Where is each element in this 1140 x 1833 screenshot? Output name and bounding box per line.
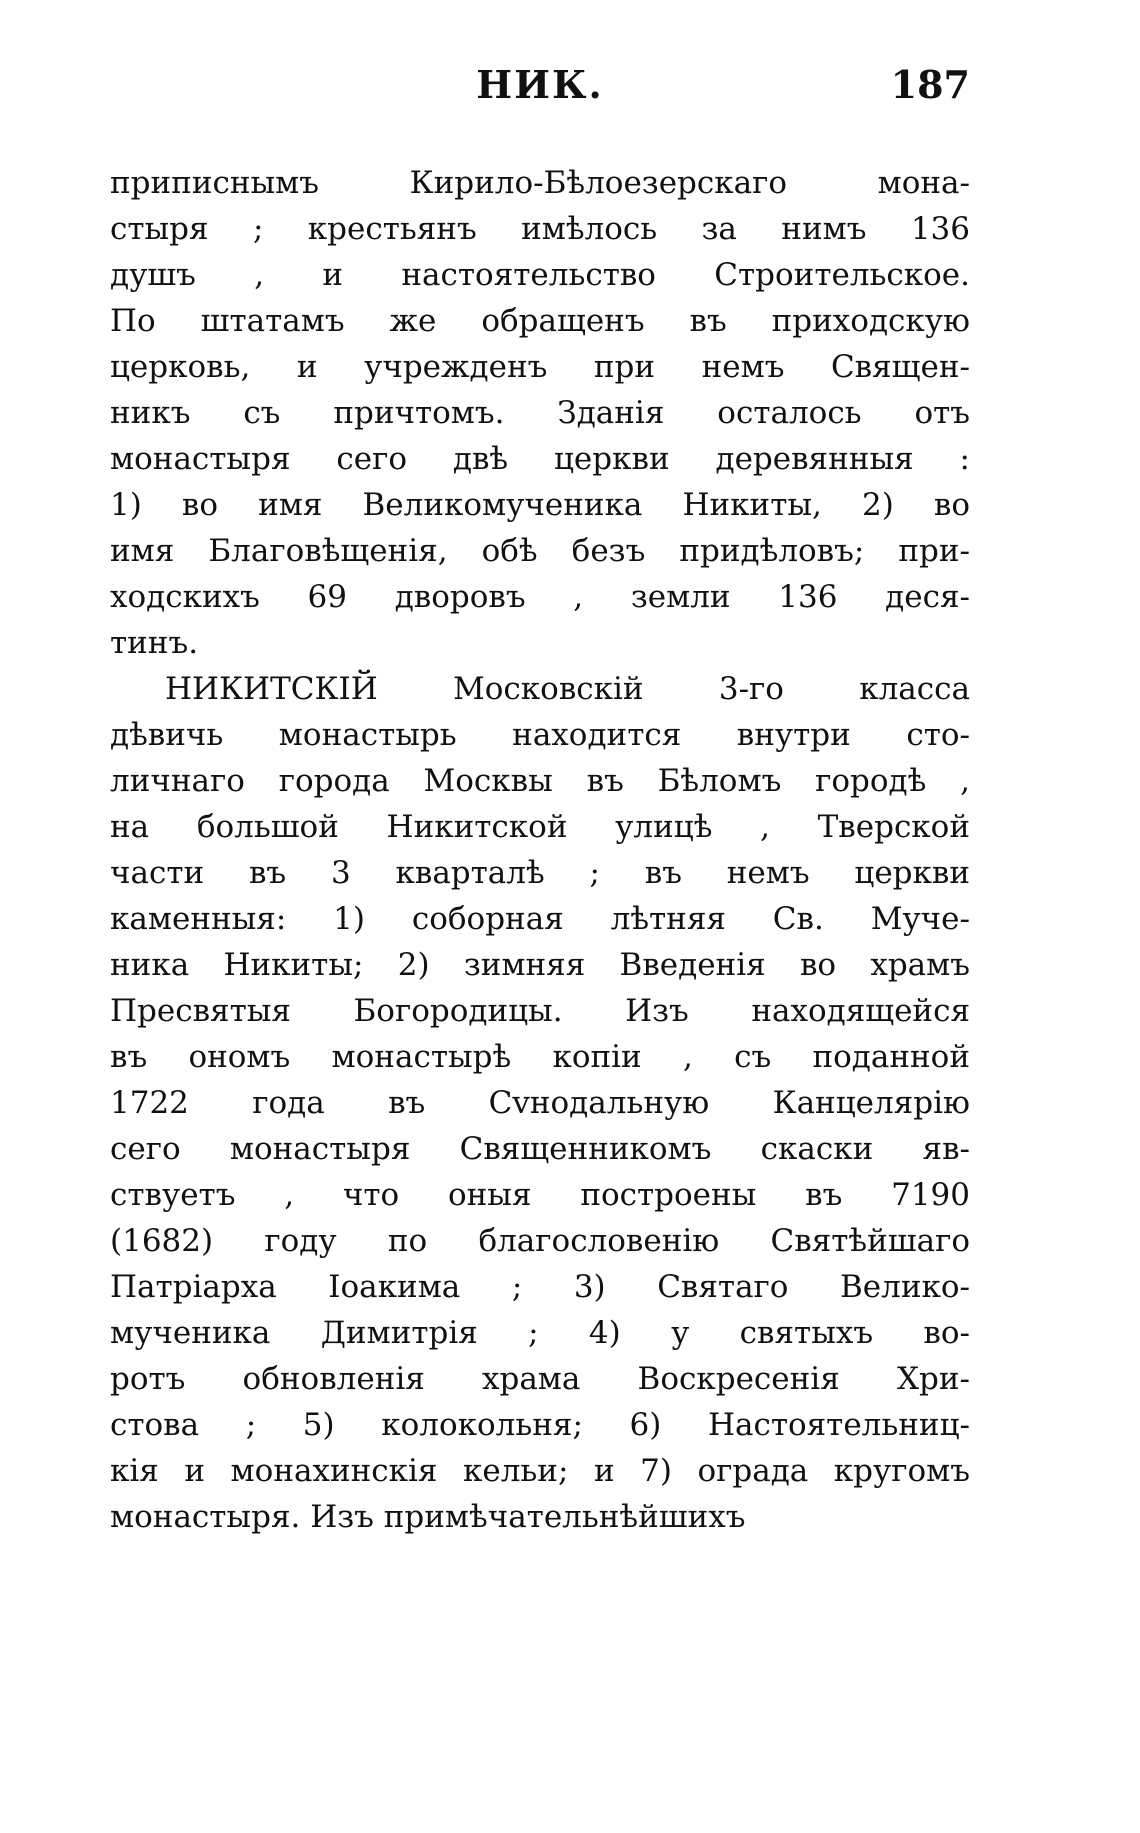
text-line: дѣвичь монастырь находится внутри сто- — [110, 717, 970, 753]
text-line: каменныя: 1) соборная лѣтняя Св. Муче- — [110, 901, 970, 937]
text-line: (1682) году по благословенію Святѣйшаго — [110, 1223, 970, 1259]
text-line: монастыря. Изъ примѣчательнѣйшихъ — [110, 1499, 746, 1535]
text-line: имя Благовѣщенія, обѣ безъ придѣловъ; при- — [110, 533, 970, 569]
text-line: церковь, и учрежденъ при немъ Священ- — [110, 349, 970, 385]
text-line: части въ 3 кварталѣ ; въ немъ церкви — [110, 855, 970, 891]
text-line: 1) во имя Великомученика Никиты, 2) во — [110, 487, 970, 523]
entry-headword-line: НИКИТСКІЙ Московскій 3-го класса — [165, 671, 970, 707]
text-line: душъ , и настоятельство Строительское. — [110, 257, 970, 293]
text-line: 1722 года въ Сvнодальную Канцелярію — [110, 1085, 970, 1121]
text-line: на большой Никитской улицѣ , Тверской — [110, 809, 970, 845]
text-line: стыря ; крестьянъ имѣлось за нимъ 136 — [110, 211, 970, 247]
text-line: Патріарха Іоакима ; 3) Святаго Велико- — [110, 1269, 970, 1305]
text-line: никъ съ причтомъ. Зданія осталось отъ — [110, 395, 970, 431]
text-line: сего монастыря Священникомъ скаски яв- — [110, 1131, 970, 1167]
text-line: мученика Димитрія ; 4) у святыхъ во- — [110, 1315, 970, 1351]
text-line: въ ономъ монастырѣ копіи , съ поданной — [110, 1039, 970, 1075]
text-line: Пресвятыя Богородицы. Изъ находящейся — [110, 993, 970, 1029]
text-line: ротъ обновленія храма Воскресенія Хри- — [110, 1361, 970, 1397]
text-line: тинъ. — [110, 625, 199, 661]
text-line: ствуетъ , что оныя построены въ 7190 — [110, 1177, 970, 1213]
page-header — [110, 62, 970, 122]
text-line: По штатамъ же обращенъ въ приходскую — [110, 303, 970, 339]
text-line: ника Никиты; 2) зимняя Введенія во храмъ — [110, 947, 970, 983]
text-line: приписнымъ Кирило-Бѣлоезерскаго мона- — [110, 165, 970, 201]
text-line: кія и монахинскія кельи; и 7) ограда кругомъ — [110, 1453, 970, 1489]
text-line: стова ; 5) колокольня; 6) Настоятельниц- — [110, 1407, 970, 1443]
text-line: монастыря сего двѣ церкви деревянныя : — [110, 441, 970, 477]
body-text — [110, 160, 970, 1540]
running-head: НИК. — [476, 62, 604, 107]
text-line: ходскихъ 69 дворовъ , земли 136 деся- — [110, 579, 970, 615]
text-line: личнаго города Москвы въ Бѣломъ городѣ , — [110, 763, 970, 799]
page-number: 187 — [890, 62, 970, 107]
